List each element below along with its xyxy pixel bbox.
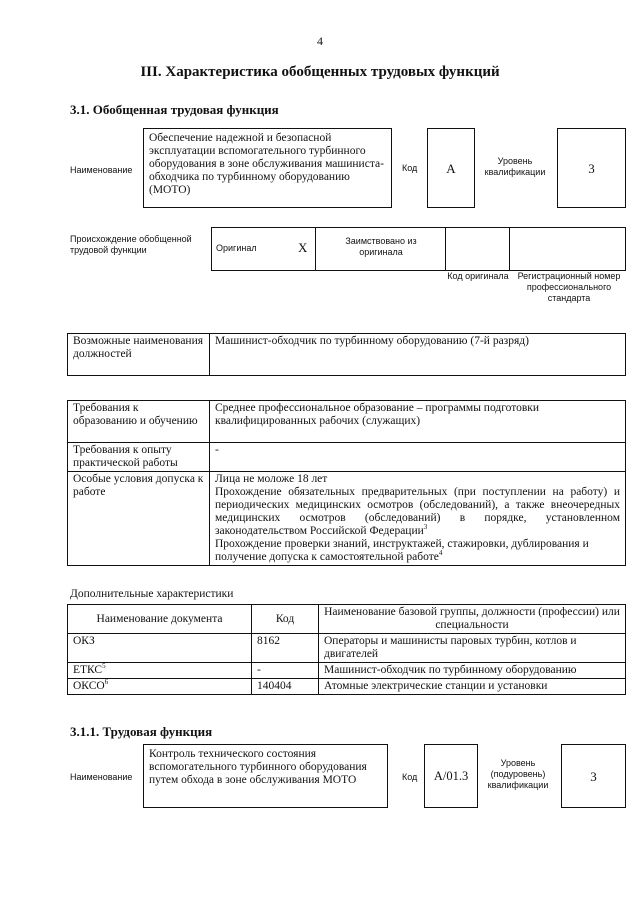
education-value: Среднее профессиональное образование – программы подготовки квалифицированных рабочих (служащих) — [210, 401, 626, 443]
row-code: 8162 — [252, 634, 319, 663]
row-name: Операторы и машинисты паровых турбин, котлов и двигателей — [319, 634, 626, 663]
tf-level-box — [561, 744, 626, 808]
tf-heading: 3.1.1. Трудовая функция — [70, 724, 213, 739]
tf-level-label: Уровень (подуровень) квалификации — [487, 758, 549, 790]
education-label: Требования к образованию и обучению — [68, 401, 210, 443]
special-line-3 — [215, 538, 620, 564]
requirements-table — [67, 400, 626, 566]
origin-borrowed-label: Заимствовано из оригинала — [345, 236, 417, 257]
gtf-name-value: Обеспечение надежной и безопасной эксплуатации вспомогательного турбинного оборудования в зоне обслуживания машиниста-обходчика по турбинному оборудованию (МОТО) — [143, 128, 392, 208]
gtf-code-box — [427, 128, 475, 208]
gtf-name-label: Наименование — [70, 165, 133, 175]
additional-table — [67, 604, 626, 695]
table-row — [68, 679, 626, 695]
additional-heading: Дополнительные характеристики — [70, 588, 234, 600]
special-line-2 — [215, 486, 620, 538]
gtf-code-label: Код — [402, 163, 418, 173]
row-doc — [68, 634, 252, 663]
row-doc-sup: 5 — [102, 662, 106, 671]
page-number: 4 — [317, 34, 323, 48]
row-doc-text: ЕТКС — [73, 664, 103, 676]
row-doc — [68, 663, 252, 679]
origin-original-mark: X — [298, 240, 308, 255]
experience-label: Требования к опыту практической работы — [68, 443, 210, 472]
row-doc-text: ОКСО — [73, 680, 105, 692]
tf-name-label: Наименование — [70, 772, 133, 782]
footnote-3: 3 — [423, 523, 428, 532]
row-name: Машинист-обходчик по турбинному оборудованию — [319, 663, 626, 679]
col-name-header: Наименование базовой группы, должности (профессии) или специальности — [319, 605, 626, 634]
row-doc-sup: 6 — [104, 678, 109, 687]
origin-divider-2 — [445, 227, 446, 271]
tf-code-box — [424, 744, 478, 808]
origin-original-label: Оригинал — [216, 243, 257, 253]
tf-name-value: Контроль технического состояния вспомогательного турбинного оборудования путем обхода в зоне обслуживания МОТО — [143, 744, 388, 808]
section-title: III. Характеристика обобщенных трудовых функций — [140, 64, 500, 80]
gtf-level-value: 3 — [588, 161, 595, 176]
origin-code-original-label: Код оригинала — [447, 271, 509, 281]
col-code-header: Код — [252, 605, 319, 634]
row-name: Атомные электрические станции и установки — [319, 679, 626, 695]
gtf-heading: 3.1. Обобщенная трудовая функция — [70, 102, 279, 117]
origin-divider-3 — [509, 227, 510, 271]
tf-level-value: 3 — [590, 769, 597, 784]
footnote-4: 4 — [438, 549, 443, 558]
table-row — [68, 663, 626, 679]
gtf-code-value: A — [446, 161, 456, 176]
positions-value: Машинист-обходчик по турбинному оборудованию (7-й разряд) — [210, 334, 626, 376]
positions-label: Возможные наименования должностей — [68, 334, 210, 376]
special-line-3-text: Прохождение проверки знаний, инструктажей, стажировки, дублирования и получение допуска к самостоятельной работе — [215, 538, 589, 563]
tf-code-value: A/01.3 — [433, 769, 469, 783]
special-line-1: Лица не моложе 18 лет — [215, 473, 328, 485]
origin-label: Происхождение обобщенной трудовой функции — [70, 234, 192, 255]
row-code: - — [252, 663, 319, 679]
col-doc-header: Наименование документа — [68, 605, 252, 634]
special-line-2-text: Прохождение обязательных предварительных (при поступлении на работу) и периодических медицинских осмотров (обследований), а также внеочередных медицинских осмотров (обследований) в порядке, установленном законодательством Российской Федерации — [215, 486, 620, 537]
origin-reg-number-label: Регистрационный номер профессионального стандарта — [517, 271, 621, 303]
row-code: 140404 — [252, 679, 319, 695]
positions-table — [67, 333, 626, 376]
gtf-level-box — [557, 128, 626, 208]
special-label: Особые условия допуска к работе — [68, 472, 210, 566]
row-doc — [68, 679, 252, 695]
tf-code-label: Код — [402, 772, 418, 782]
gtf-level-label: Уровень квалификации — [484, 156, 546, 177]
origin-divider-1 — [315, 227, 316, 271]
table-row — [68, 634, 626, 663]
row-doc-text: ОКЗ — [73, 635, 95, 647]
experience-value: - — [210, 443, 626, 472]
special-value — [210, 472, 626, 566]
